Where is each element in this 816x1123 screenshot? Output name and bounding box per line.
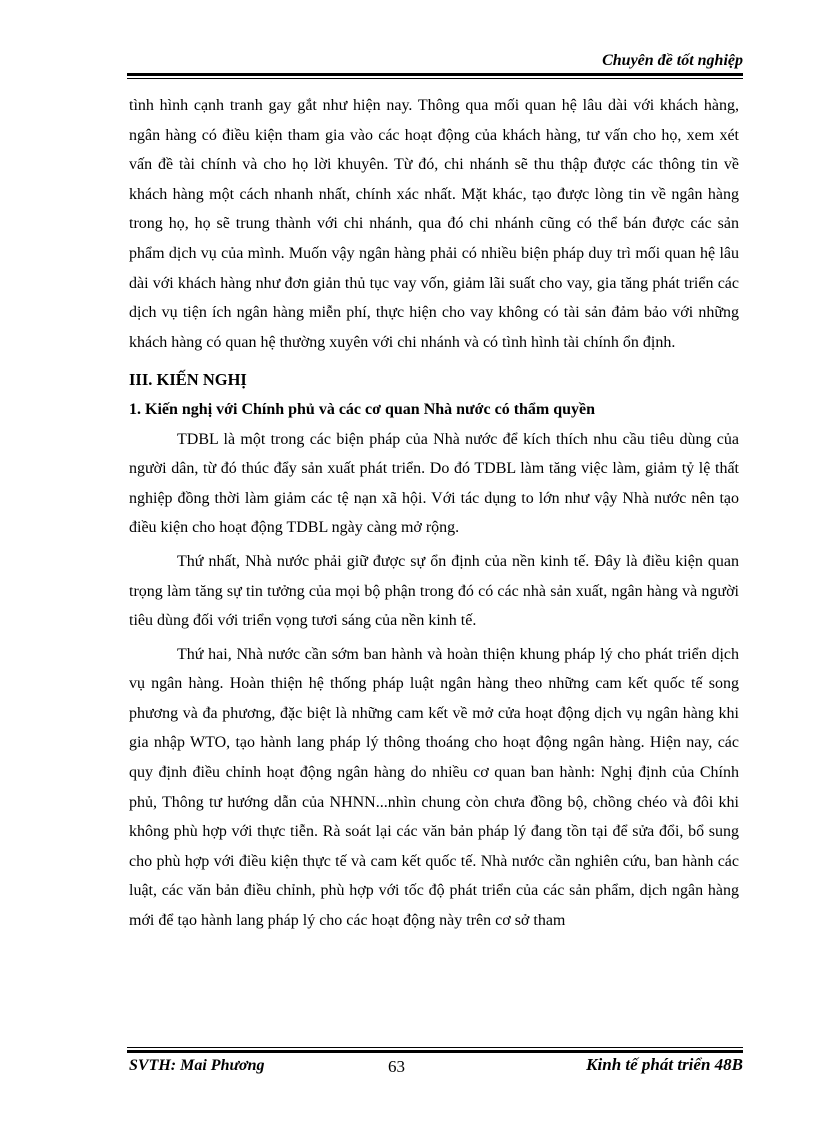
footer-author: SVTH: Mai Phương xyxy=(129,1057,265,1074)
section-heading: III. KIẾN NGHỊ xyxy=(129,370,247,390)
footer-rule-thick xyxy=(127,1050,743,1053)
header-rule-thin xyxy=(127,78,743,79)
footer-class-name: Kinh tế phát triển 48B xyxy=(586,1055,743,1074)
footer-page-number: 63 xyxy=(388,1057,405,1076)
header-title: Chuyên đề tốt nghiệp xyxy=(602,52,743,69)
page-header xyxy=(127,50,743,74)
paragraph-first-point: Thứ nhất, Nhà nước phải giữ được sự ổn định của nền kinh tế. Đây là điều kiện quan trọng làm tăng sự tin tưởng của mọi bộ phận trong đó có các nhà sản xuất, ngân hàng và người tiêu dùng đối với triển vọng tươi sáng của nền kinh tế. xyxy=(129,552,739,630)
subsection-heading: 1. Kiến nghị với Chính phủ và các cơ quan Nhà nước có thẩm quyền xyxy=(129,400,596,418)
paragraph-tdbl: TDBL là một trong các biện pháp của Nhà nước để kích thích nhu cầu tiêu dùng của người dân, từ đó thúc đẩy sản xuất phát triển. Do đó TDBL làm tăng việc làm, giảm tỷ lệ thất nghiệp đồng thời làm giảm các tệ nạn xã hội. Với tác dụng to lớn như vậy Nhà nước nên tạo điều kiện cho hoạt động TDBL ngày càng mở rộng. xyxy=(129,430,739,537)
paragraph-second-point: Thứ hai, Nhà nước cần sớm ban hành và hoàn thiện khung pháp lý cho phát triển dịch vụ ngân hàng. Hoàn thiện hệ thống pháp luật ngân hàng theo những cam kết quốc tế song phương và đa phương, đặc biệt là những cam kết về mở cửa hoạt động dịch vụ ngân hàng khi gia nhập WTO, tạo hành lang pháp lý thông thoáng cho hoạt động ngân hàng. Hiện nay, các quy định điều chỉnh hoạt động ngân hàng do nhiều cơ quan ban hành: Nghị định của Chính phủ, Thông tư hướng dẫn của NHNN...nhìn chung còn chưa đồng bộ, chồng chéo và đôi khi không phù hợp với thực tiễn. Rà soát lại các văn bản pháp lý đang tồn tại để sửa đổi, bổ sung cho phù hợp với điều kiện thực tế và cam kết quốc tế. Nhà nước cần nghiên cứu, ban hành các luật, các văn bản điều chỉnh, phù hợp với tốc độ phát triển của các sản phẩm, dịch ngân hàng mới để tạo hành lang pháp lý cho các hoạt động này trên cơ sở tham xyxy=(129,645,739,930)
page-body xyxy=(129,91,739,936)
footer-rule-thin xyxy=(127,1047,743,1048)
header-rule-thick xyxy=(127,73,743,76)
paragraph-continuation: tình hình cạnh tranh gay gắt như hiện nay. Thông qua mối quan hệ lâu dài với khách hàng, ngân hàng có điều kiện tham gia vào các hoạt động của khách hàng, tư vấn cho họ, xem xét vấn đề tài chính và cho họ lời khuyên. Từ đó, chi nhánh sẽ thu thập được các thông tin về khách hàng một cách nhanh nhất, chính xác nhất. Mặt khác, tạo được lòng tin về ngân hàng trong họ, họ sẽ trung thành với chi nhánh, qua đó chi nhánh cũng có thể bán được các sản phẩm dịch vụ của mình. Muốn vậy ngân hàng phải có nhiều biện pháp duy trì mối quan hệ lâu dài với khách hàng như đơn giản thủ tục vay vốn, giảm lãi suất cho vay, gia tăng phát triển các dịch vụ tiện ích ngân hàng miễn phí, thực hiện cho vay không có tài sản đảm bảo với những khách hàng có quan hệ thường xuyên với chi nhánh và có tình hình tài chính ổn định. xyxy=(129,97,739,351)
